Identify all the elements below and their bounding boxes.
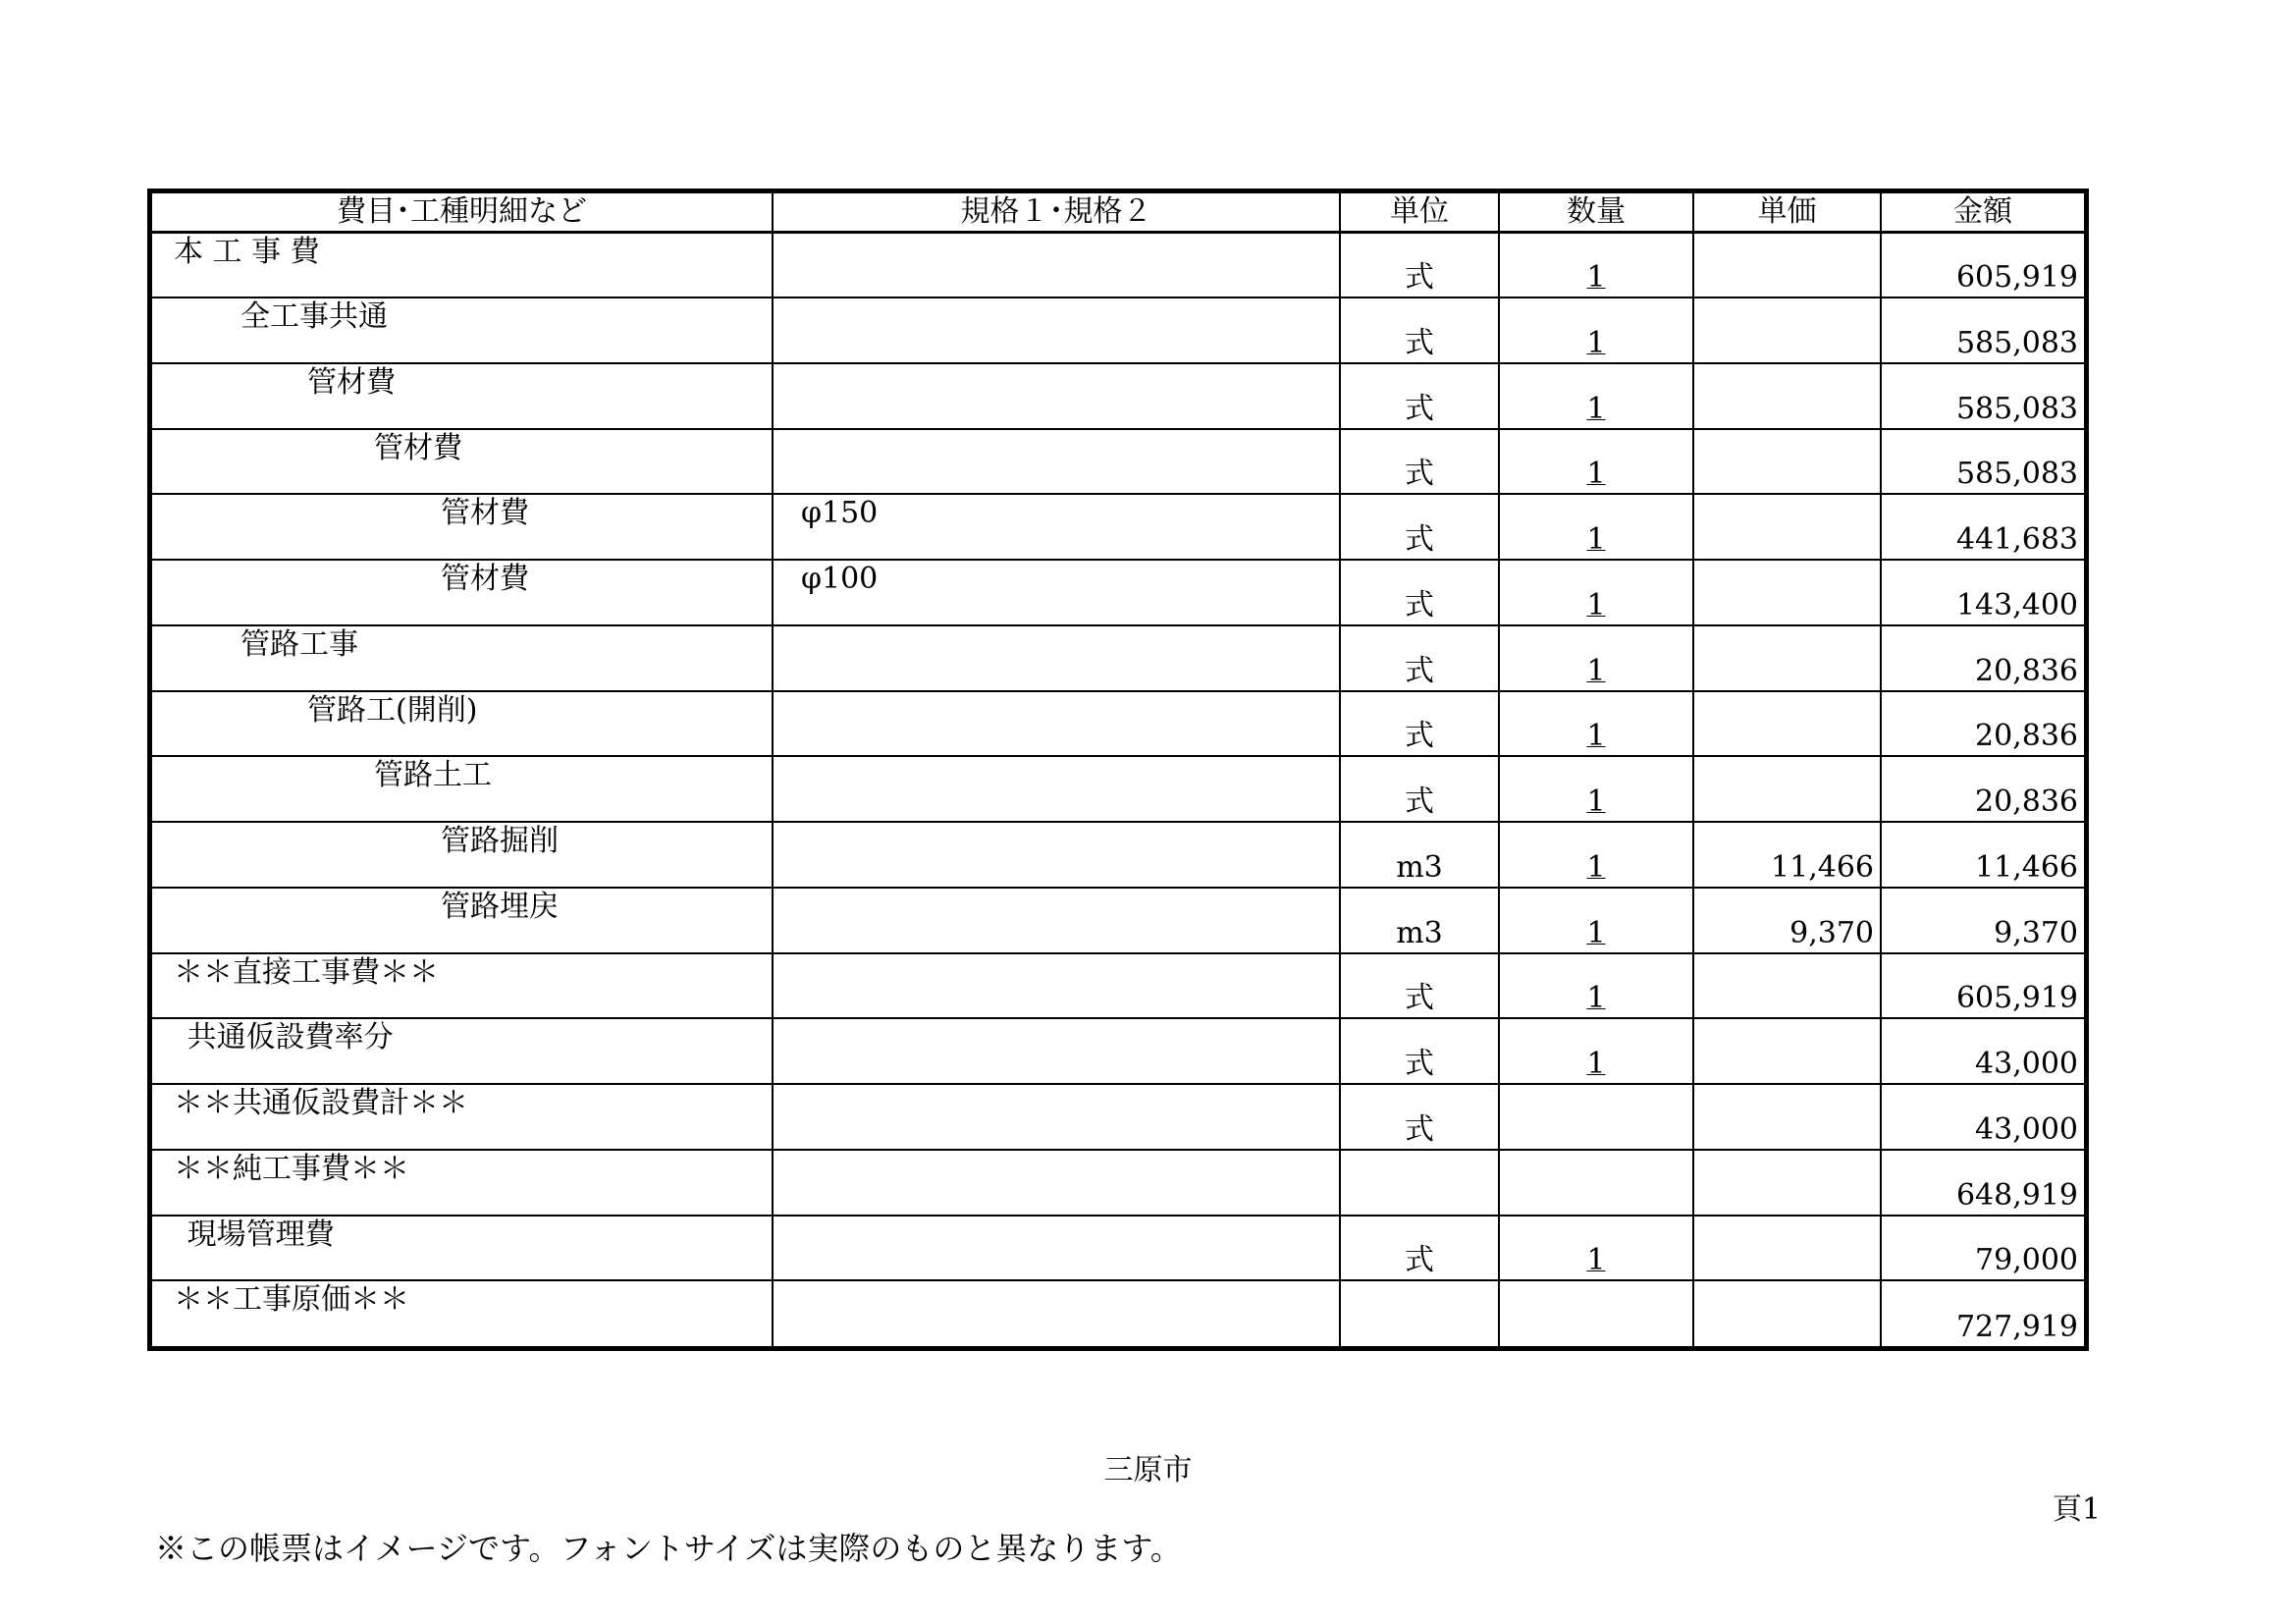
- cell-qty: [1499, 1084, 1693, 1150]
- cell-spec: [773, 1150, 1340, 1216]
- item-unit: 式: [1405, 981, 1434, 1016]
- item-qty: 1: [1586, 849, 1606, 885]
- cell-name: [152, 363, 773, 429]
- cell-unit: [1340, 1018, 1499, 1084]
- table-row: [152, 363, 2084, 429]
- cell-unit: [1340, 953, 1499, 1019]
- cell-qty: [1499, 363, 1693, 429]
- cell-unit: [1340, 1216, 1499, 1281]
- item-amount: 79,000: [1975, 1243, 2078, 1278]
- cell-unit-price: [1693, 1216, 1881, 1281]
- cell-spec: [773, 1018, 1340, 1084]
- cell-amount: [1881, 691, 2084, 757]
- cell-unit-price: [1693, 1150, 1881, 1216]
- item-name: 管材費: [441, 562, 529, 597]
- cell-qty: [1499, 494, 1693, 560]
- item-unit: 式: [1405, 1243, 1434, 1278]
- cell-unit-price: [1693, 429, 1881, 495]
- cell-unit-price: [1693, 691, 1881, 757]
- cell-spec: [773, 625, 1340, 691]
- cell-amount: [1881, 1150, 2084, 1216]
- cell-unit-price: [1693, 953, 1881, 1019]
- item-amount: 585,083: [1955, 457, 2078, 492]
- cell-name: [152, 1280, 773, 1346]
- cell-qty: [1499, 625, 1693, 691]
- cell-unit: [1340, 429, 1499, 495]
- item-amount: 441,683: [1955, 522, 2078, 558]
- cell-unit: [1340, 560, 1499, 625]
- cell-amount: [1881, 560, 2084, 625]
- item-qty: 1: [1586, 1243, 1606, 1278]
- cell-unit: [1340, 1084, 1499, 1150]
- cell-amount: [1881, 1084, 2084, 1150]
- city-name: 三原市: [1103, 1453, 1193, 1487]
- cell-unit-price: [1693, 494, 1881, 560]
- cell-amount: [1881, 1216, 2084, 1281]
- cell-unit: [1340, 494, 1499, 560]
- cell-spec: [773, 560, 1340, 625]
- item-unit: 式: [1405, 260, 1434, 296]
- cell-spec: [773, 363, 1340, 429]
- cell-name: [152, 560, 773, 625]
- cell-name: [152, 1216, 773, 1281]
- table-row: [152, 625, 2084, 691]
- cell-unit-price: [1693, 233, 1881, 298]
- cell-amount: [1881, 429, 2084, 495]
- item-name: 管路掘削: [441, 824, 559, 859]
- estimate-sheet: [147, 189, 2089, 1351]
- cell-spec: [773, 822, 1340, 888]
- item-unit: 式: [1405, 1111, 1434, 1147]
- cell-name: [152, 756, 773, 822]
- table-row: [152, 822, 2084, 888]
- item-unit: 式: [1405, 457, 1434, 492]
- item-amount: 585,083: [1955, 391, 2078, 426]
- item-name: 管材費: [374, 430, 462, 465]
- item-amount: 11,466: [1975, 849, 2078, 885]
- cell-qty: [1499, 429, 1693, 495]
- cell-qty: [1499, 691, 1693, 757]
- header-unit-price: 単価: [1693, 193, 1881, 233]
- item-qty: 1: [1586, 457, 1606, 492]
- item-name: 共通仮設費率分: [187, 1020, 394, 1055]
- item-name: ＊＊純工事費＊＊: [174, 1151, 409, 1186]
- item-qty: 1: [1586, 915, 1606, 950]
- cell-name: [152, 429, 773, 495]
- header-name: 費目･工種明細など: [152, 193, 773, 233]
- item-name: 管路工事: [240, 626, 358, 662]
- header-amount: 金額: [1881, 193, 2084, 233]
- item-name: ＊＊共通仮設費計＊＊: [174, 1086, 468, 1121]
- cell-spec: [773, 1280, 1340, 1346]
- table-row: [152, 953, 2084, 1019]
- item-amount: 727,919: [1955, 1310, 2078, 1344]
- item-amount: 43,000: [1975, 1047, 2078, 1082]
- table-row: [152, 297, 2084, 363]
- cell-spec: [773, 888, 1340, 953]
- item-unit: 式: [1405, 719, 1434, 754]
- item-amount: 9,370: [1994, 915, 2078, 950]
- item-amount: 605,919: [1955, 981, 2078, 1016]
- item-qty: 1: [1586, 981, 1606, 1016]
- item-amount: 43,000: [1975, 1111, 2078, 1147]
- cell-qty: [1499, 1216, 1693, 1281]
- cell-amount: [1881, 822, 2084, 888]
- cell-amount: [1881, 1018, 2084, 1084]
- header-qty: 数量: [1499, 193, 1693, 233]
- item-name: 管路土工: [374, 758, 492, 793]
- item-spec: φ100: [801, 562, 879, 597]
- item-name: 現場管理費: [187, 1216, 335, 1252]
- cell-amount: [1881, 297, 2084, 363]
- cell-amount: [1881, 1280, 2084, 1346]
- item-amount: 20,836: [1975, 719, 2078, 754]
- cell-unit-price: [1693, 1084, 1881, 1150]
- item-unit: 式: [1405, 653, 1434, 688]
- item-spec: φ150: [801, 496, 879, 531]
- item-qty: 1: [1586, 260, 1606, 296]
- cell-qty: [1499, 560, 1693, 625]
- cell-spec: [773, 233, 1340, 298]
- cell-spec: [773, 429, 1340, 495]
- cell-spec: [773, 1084, 1340, 1150]
- cell-spec: [773, 691, 1340, 757]
- cell-unit: [1340, 756, 1499, 822]
- cell-qty: [1499, 1018, 1693, 1084]
- table-row: [152, 1150, 2084, 1216]
- cell-amount: [1881, 756, 2084, 822]
- table-row: [152, 429, 2084, 495]
- item-unit: m3: [1396, 849, 1443, 885]
- item-name: 管路工(開削): [307, 692, 478, 728]
- table-row: [152, 1084, 2084, 1150]
- cell-unit: [1340, 363, 1499, 429]
- cell-spec: [773, 1216, 1340, 1281]
- cell-amount: [1881, 363, 2084, 429]
- cell-qty: [1499, 822, 1693, 888]
- cell-spec: [773, 494, 1340, 560]
- table-row: [152, 233, 2084, 298]
- item-unit: m3: [1396, 915, 1443, 950]
- cell-qty: [1499, 888, 1693, 953]
- item-name: ＊＊工事原価＊＊: [174, 1282, 409, 1318]
- cell-amount: [1881, 888, 2084, 953]
- table-body: [152, 233, 2084, 1347]
- table-row: [152, 1018, 2084, 1084]
- cell-unit: [1340, 1150, 1499, 1216]
- item-amount: 143,400: [1955, 587, 2078, 622]
- item-amount: 605,919: [1955, 260, 2078, 296]
- cell-unit: [1340, 888, 1499, 953]
- item-name: 管路埋戻: [441, 889, 559, 924]
- cell-amount: [1881, 233, 2084, 298]
- cell-unit-price: [1693, 363, 1881, 429]
- cell-unit: [1340, 822, 1499, 888]
- cell-name: [152, 822, 773, 888]
- cell-spec: [773, 297, 1340, 363]
- item-unit: 式: [1405, 522, 1434, 558]
- cell-unit-price: [1693, 560, 1881, 625]
- item-name: 管材費: [307, 364, 396, 400]
- item-unit-price: 11,466: [1771, 849, 1874, 885]
- cell-name: [152, 1018, 773, 1084]
- cell-spec: [773, 756, 1340, 822]
- cell-name: [152, 1150, 773, 1216]
- item-qty: 1: [1586, 784, 1606, 820]
- table-row: [152, 756, 2084, 822]
- item-unit: 式: [1405, 587, 1434, 622]
- cell-unit: [1340, 625, 1499, 691]
- item-qty: 1: [1586, 391, 1606, 426]
- cell-qty: [1499, 1280, 1693, 1346]
- cell-unit: [1340, 691, 1499, 757]
- cell-name: [152, 691, 773, 757]
- cell-name: [152, 297, 773, 363]
- cell-amount: [1881, 494, 2084, 560]
- item-qty: 1: [1586, 653, 1606, 688]
- cell-spec: [773, 953, 1340, 1019]
- cell-name: [152, 233, 773, 298]
- cell-name: [152, 625, 773, 691]
- cell-unit-price: [1693, 297, 1881, 363]
- header-spec: 規格１･規格２: [773, 193, 1340, 233]
- cell-name: [152, 494, 773, 560]
- item-name: 本 工 事 費: [174, 235, 320, 269]
- cell-unit-price: [1693, 888, 1881, 953]
- cell-name: [152, 888, 773, 953]
- disclaimer-note: ※この帳票はイメージです。フォントサイズは実際のものと異なります。: [155, 1530, 1182, 1567]
- table-row: [152, 888, 2084, 953]
- item-name: 全工事共通: [240, 299, 388, 335]
- item-name: 管材費: [441, 496, 529, 531]
- cell-unit: [1340, 297, 1499, 363]
- table-row: [152, 691, 2084, 757]
- item-amount: 585,083: [1955, 325, 2078, 360]
- item-amount: 648,919: [1955, 1177, 2078, 1213]
- item-unit: 式: [1405, 784, 1434, 820]
- item-amount: 20,836: [1975, 784, 2078, 820]
- cell-name: [152, 1084, 773, 1150]
- header-unit: 単位: [1340, 193, 1499, 233]
- item-qty: 1: [1586, 1047, 1606, 1082]
- item-name: ＊＊直接工事費＊＊: [174, 954, 439, 990]
- cell-amount: [1881, 953, 2084, 1019]
- cell-qty: [1499, 1150, 1693, 1216]
- item-qty: 1: [1586, 719, 1606, 754]
- item-qty: 1: [1586, 587, 1606, 622]
- item-unit: 式: [1405, 1047, 1434, 1082]
- table-row: [152, 1280, 2084, 1346]
- cell-unit-price: [1693, 1280, 1881, 1346]
- cell-qty: [1499, 297, 1693, 363]
- cell-unit-price: [1693, 1018, 1881, 1084]
- cell-unit-price: [1693, 625, 1881, 691]
- cell-qty: [1499, 953, 1693, 1019]
- cell-unit-price: [1693, 756, 1881, 822]
- page-number: 頁1: [2052, 1492, 2101, 1527]
- cell-unit-price: [1693, 822, 1881, 888]
- cell-unit: [1340, 1280, 1499, 1346]
- item-unit-price: 9,370: [1789, 915, 1874, 950]
- table-row: [152, 1216, 2084, 1281]
- table-row: [152, 560, 2084, 625]
- item-qty: 1: [1586, 325, 1606, 360]
- estimate-table: [152, 193, 2084, 1346]
- cell-unit: [1340, 233, 1499, 298]
- table-row: [152, 494, 2084, 560]
- table-header-row: [152, 193, 2084, 233]
- item-unit: 式: [1405, 325, 1434, 360]
- item-unit: 式: [1405, 391, 1434, 426]
- item-qty: 1: [1586, 522, 1606, 558]
- cell-name: [152, 953, 773, 1019]
- cell-amount: [1881, 625, 2084, 691]
- item-amount: 20,836: [1975, 653, 2078, 688]
- cell-qty: [1499, 233, 1693, 298]
- cell-qty: [1499, 756, 1693, 822]
